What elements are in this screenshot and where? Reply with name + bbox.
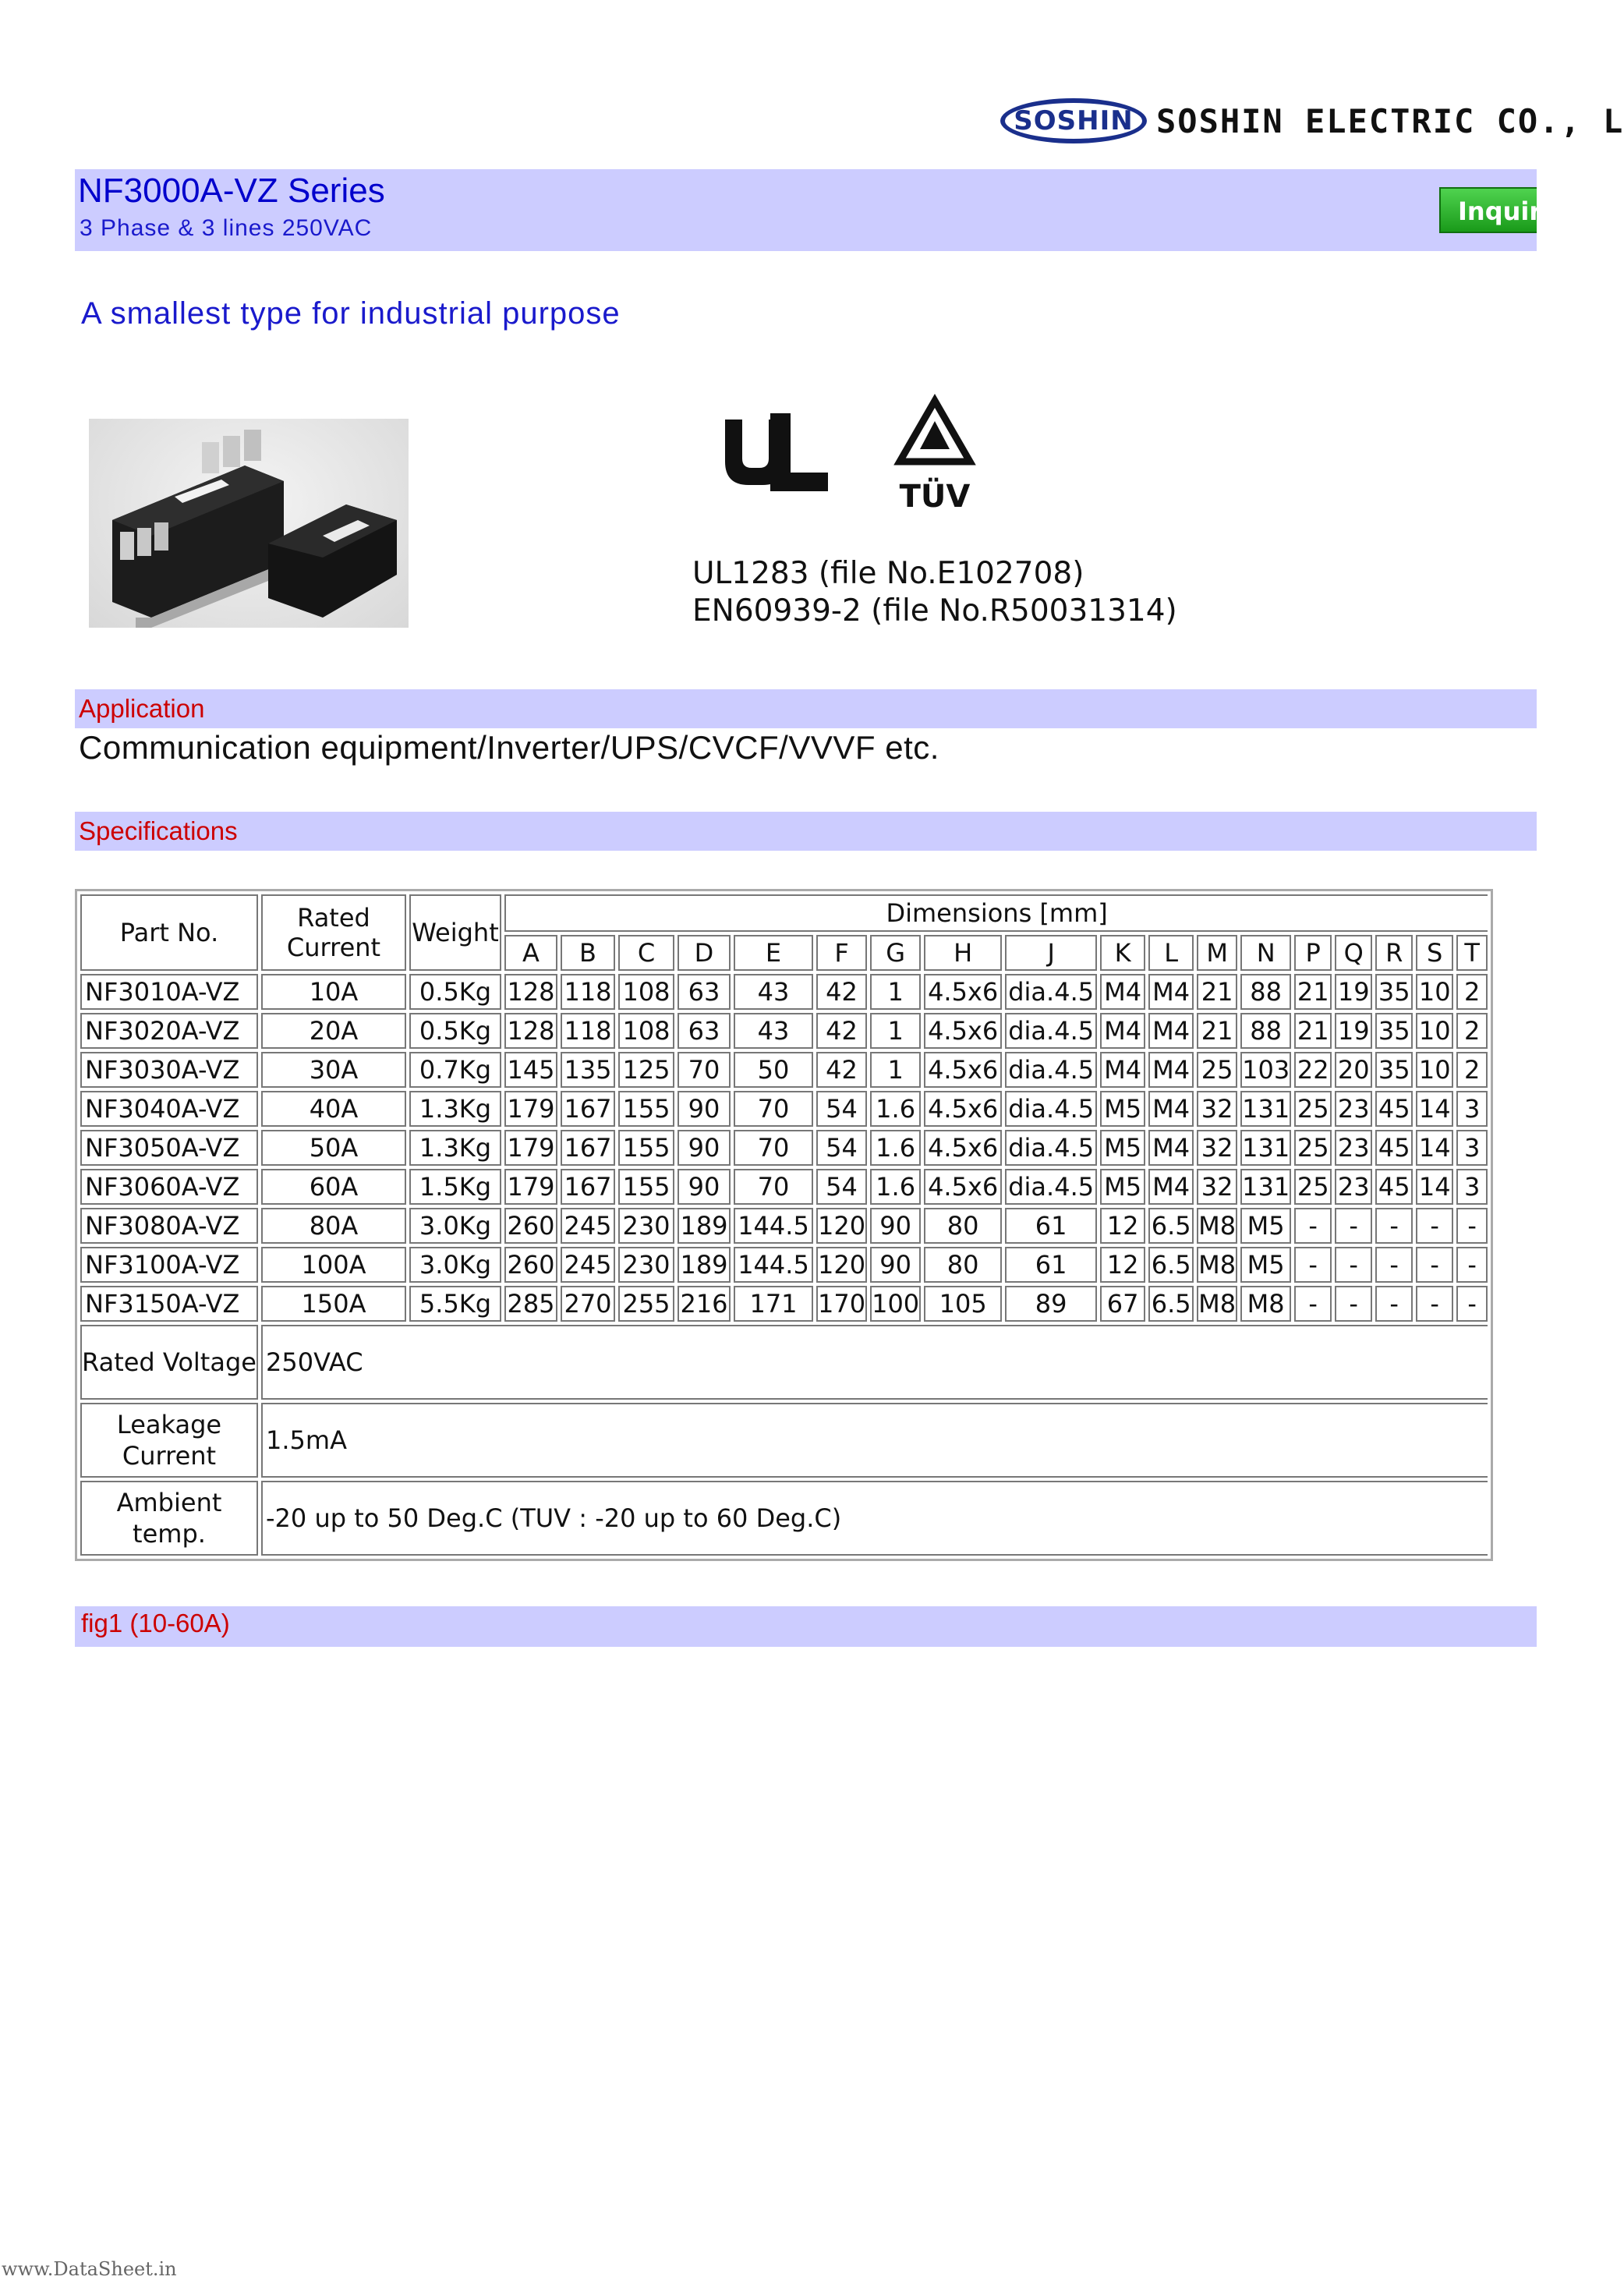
dimension-cell-s: -	[1416, 1208, 1453, 1244]
table-row	[80, 1286, 1488, 1322]
rated-current-cell: 60A	[261, 1169, 406, 1205]
certification-list	[692, 555, 1177, 630]
dim-col-header-e: E	[734, 935, 813, 971]
weight-cell: 1.3Kg	[409, 1130, 501, 1166]
dimension-cell-j: dia.4.5	[1005, 1091, 1097, 1127]
dimension-cell-b: 167	[561, 1130, 615, 1166]
dimension-cell-h: 80	[924, 1208, 1002, 1244]
dimension-cell-e: 43	[734, 974, 813, 1010]
dimension-cell-d: 90	[678, 1169, 731, 1205]
dimension-cell-d: 90	[678, 1091, 731, 1127]
dimension-cell-j: dia.4.5	[1005, 1169, 1097, 1205]
property-row	[80, 1325, 1488, 1400]
dimension-cell-s: 14	[1416, 1169, 1453, 1205]
table-row	[80, 1169, 1488, 1205]
dimension-cell-c: 155	[618, 1130, 674, 1166]
dimension-cell-m: 32	[1197, 1169, 1237, 1205]
dimension-cell-k: M5	[1100, 1169, 1145, 1205]
dimension-cell-b: 118	[561, 974, 615, 1010]
dimension-cell-d: 63	[678, 1013, 731, 1049]
rated-current-cell: 40A	[261, 1091, 406, 1127]
dimension-cell-p: -	[1294, 1286, 1332, 1322]
table-row	[80, 1052, 1488, 1088]
dimension-cell-t: 3	[1456, 1091, 1488, 1127]
company-name: SOSHIN ELECTRIC CO., L	[1156, 101, 1624, 140]
header-dimensions: Dimensions [mm]	[504, 894, 1488, 932]
logo-badge	[1000, 98, 1147, 143]
dim-col-header-m: M	[1197, 935, 1237, 971]
weight-cell: 1.3Kg	[409, 1091, 501, 1127]
property-value: -20 up to 50 Deg.C (TUV : -20 up to 60 Deg.C)	[261, 1481, 1488, 1556]
dimension-cell-e: 50	[734, 1052, 813, 1088]
dimension-cell-l: M4	[1148, 1130, 1194, 1166]
application-text: Communication equipment/Inverter/UPS/CVCF/VVVF etc.	[79, 729, 939, 766]
dimension-cell-m: M8	[1197, 1247, 1237, 1283]
dimension-cell-j: 61	[1005, 1208, 1097, 1244]
dimension-cell-l: M4	[1148, 1052, 1194, 1088]
weight-cell: 5.5Kg	[409, 1286, 501, 1322]
dimension-cell-h: 4.5x6	[924, 1013, 1002, 1049]
dimension-cell-f: 170	[816, 1286, 867, 1322]
property-row	[80, 1403, 1488, 1478]
dimension-cell-j: dia.4.5	[1005, 1052, 1097, 1088]
dim-col-header-p: P	[1294, 935, 1332, 971]
spec-table-body	[80, 894, 1488, 1556]
dimension-cell-s: 10	[1416, 1052, 1453, 1088]
cert-ul: UL1283 (file No.E102708)	[692, 556, 1084, 591]
dimension-cell-g: 1.6	[870, 1091, 921, 1127]
dimension-cell-h: 4.5x6	[924, 1169, 1002, 1205]
dim-col-header-f: F	[816, 935, 867, 971]
dimension-cell-f: 42	[816, 974, 867, 1010]
dimension-cell-s: 10	[1416, 974, 1453, 1010]
dimension-cell-a: 260	[504, 1208, 557, 1244]
dimension-cell-d: 70	[678, 1052, 731, 1088]
dimension-cell-g: 1	[870, 1052, 921, 1088]
dimension-cell-n: 131	[1240, 1130, 1291, 1166]
dimension-cell-e: 144.5	[734, 1208, 813, 1244]
part-number-cell: NF3010A-VZ	[80, 974, 258, 1010]
dimension-cell-c: 230	[618, 1247, 674, 1283]
product-photo	[89, 419, 409, 628]
dimension-cell-n: 103	[1240, 1052, 1291, 1088]
certification-marks	[719, 398, 984, 518]
dim-col-header-r: R	[1375, 935, 1413, 971]
specifications-banner	[75, 812, 1537, 851]
dim-col-header-l: L	[1148, 935, 1194, 971]
table-row	[80, 1091, 1488, 1127]
header-rated-current: Rated Current	[261, 894, 406, 971]
dimension-cell-p: 25	[1294, 1091, 1332, 1127]
dimension-cell-n: M5	[1240, 1247, 1291, 1283]
dimension-cell-e: 70	[734, 1169, 813, 1205]
header-row	[80, 894, 1488, 932]
specifications-table	[75, 889, 1493, 1561]
table-row	[80, 1208, 1488, 1244]
part-number-cell: NF3040A-VZ	[80, 1091, 258, 1127]
dimension-cell-p: 21	[1294, 1013, 1332, 1049]
part-number-cell: NF3080A-VZ	[80, 1208, 258, 1244]
dimension-cell-t: 2	[1456, 1013, 1488, 1049]
application-heading: Application	[79, 694, 205, 723]
dimension-cell-q: -	[1335, 1247, 1372, 1283]
dimension-cell-s: 14	[1416, 1130, 1453, 1166]
dimension-cell-a: 260	[504, 1247, 557, 1283]
part-number-cell: NF3150A-VZ	[80, 1286, 258, 1322]
dimension-cell-a: 128	[504, 1013, 557, 1049]
dimension-cell-q: 19	[1335, 1013, 1372, 1049]
dimension-cell-h: 105	[924, 1286, 1002, 1322]
dimension-cell-c: 230	[618, 1208, 674, 1244]
dim-col-header-c: C	[618, 935, 674, 971]
weight-cell: 0.5Kg	[409, 974, 501, 1010]
part-number-cell: NF3100A-VZ	[80, 1247, 258, 1283]
rated-current-cell: 30A	[261, 1052, 406, 1088]
dimension-cell-b: 245	[561, 1247, 615, 1283]
dimension-cell-t: -	[1456, 1286, 1488, 1322]
dimension-cell-q: 23	[1335, 1169, 1372, 1205]
dimension-cell-m: 21	[1197, 1013, 1237, 1049]
dim-col-header-d: D	[678, 935, 731, 971]
dimension-cell-f: 54	[816, 1130, 867, 1166]
dimension-cell-b: 118	[561, 1013, 615, 1049]
dimension-cell-c: 255	[618, 1286, 674, 1322]
dimension-cell-q: 23	[1335, 1130, 1372, 1166]
rated-current-cell: 50A	[261, 1130, 406, 1166]
weight-cell: 3.0Kg	[409, 1208, 501, 1244]
dimension-cell-d: 189	[678, 1247, 731, 1283]
ul-mark-icon	[725, 413, 828, 491]
dimension-cell-h: 4.5x6	[924, 1130, 1002, 1166]
dimension-cell-n: 131	[1240, 1169, 1291, 1205]
property-label: Ambient temp.	[80, 1481, 258, 1556]
dimension-cell-g: 1	[870, 974, 921, 1010]
dimension-cell-g: 1.6	[870, 1169, 921, 1205]
dim-col-header-n: N	[1240, 935, 1291, 971]
dimension-cell-g: 1.6	[870, 1130, 921, 1166]
dimension-cell-p: -	[1294, 1208, 1332, 1244]
dimension-cell-b: 167	[561, 1169, 615, 1205]
footer-watermark: www.DataSheet.in	[2, 2258, 177, 2280]
dimension-cell-f: 54	[816, 1169, 867, 1205]
dimension-cell-r: 45	[1375, 1169, 1413, 1205]
dimension-cell-p: 22	[1294, 1052, 1332, 1088]
page-subtitle: 3 Phase & 3 lines 250VAC	[80, 215, 373, 241]
property-value: 250VAC	[261, 1325, 1488, 1400]
dimension-cell-j: dia.4.5	[1005, 974, 1097, 1010]
dimension-cell-e: 144.5	[734, 1247, 813, 1283]
table-row	[80, 1013, 1488, 1049]
dimension-cell-g: 90	[870, 1247, 921, 1283]
dimension-cell-j: 61	[1005, 1247, 1097, 1283]
header-part-no: Part No.	[80, 894, 258, 971]
figure-label: fig1 (10-60A)	[81, 1609, 230, 1637]
dimension-cell-a: 179	[504, 1130, 557, 1166]
rated-current-cell: 10A	[261, 974, 406, 1010]
dimension-cell-n: 131	[1240, 1091, 1291, 1127]
dimension-cell-g: 1	[870, 1013, 921, 1049]
dimension-cell-t: 2	[1456, 1052, 1488, 1088]
noise-filter-product-illustration	[89, 419, 409, 628]
dimension-cell-a: 145	[504, 1052, 557, 1088]
dimension-cell-a: 128	[504, 974, 557, 1010]
dimension-cell-s: 10	[1416, 1013, 1453, 1049]
dimension-cell-k: M5	[1100, 1091, 1145, 1127]
dimension-cell-l: 6.5	[1148, 1208, 1194, 1244]
dim-col-header-k: K	[1100, 935, 1145, 971]
dimension-cell-f: 54	[816, 1091, 867, 1127]
dimension-cell-p: 25	[1294, 1169, 1332, 1205]
inquiry-button-label: Inquiry	[1458, 196, 1558, 226]
dimension-cell-b: 245	[561, 1208, 615, 1244]
dim-col-header-q: Q	[1335, 935, 1372, 971]
dimension-cell-l: M4	[1148, 1013, 1194, 1049]
dimension-cell-a: 179	[504, 1169, 557, 1205]
dimension-cell-d: 63	[678, 974, 731, 1010]
dimension-cell-a: 179	[504, 1091, 557, 1127]
dimension-cell-q: 20	[1335, 1052, 1372, 1088]
dimension-cell-f: 120	[816, 1208, 867, 1244]
property-label: Rated Voltage	[80, 1325, 258, 1400]
dimension-cell-t: 3	[1456, 1130, 1488, 1166]
dimension-cell-j: dia.4.5	[1005, 1013, 1097, 1049]
specifications-heading: Specifications	[79, 816, 238, 845]
dimension-cell-c: 125	[618, 1052, 674, 1088]
tuv-mark-icon	[900, 401, 971, 515]
part-number-cell: NF3060A-VZ	[80, 1169, 258, 1205]
rated-current-cell: 20A	[261, 1013, 406, 1049]
dimension-cell-l: M4	[1148, 974, 1194, 1010]
dimension-cell-n: 88	[1240, 1013, 1291, 1049]
dim-col-header-s: S	[1416, 935, 1453, 971]
dimension-cell-q: 19	[1335, 974, 1372, 1010]
application-banner	[75, 689, 1537, 728]
dimension-cell-f: 42	[816, 1052, 867, 1088]
dimension-cell-s: -	[1416, 1286, 1453, 1322]
dimension-cell-d: 216	[678, 1286, 731, 1322]
dimension-cell-q: 23	[1335, 1091, 1372, 1127]
rated-current-cell: 150A	[261, 1286, 406, 1322]
dimension-cell-b: 167	[561, 1091, 615, 1127]
dimension-cell-m: M8	[1197, 1286, 1237, 1322]
dimension-cell-l: 6.5	[1148, 1247, 1194, 1283]
inquiry-button[interactable]	[1439, 187, 1558, 233]
figure-banner	[75, 1606, 1537, 1647]
dimension-cell-r: 35	[1375, 1052, 1413, 1088]
dimension-cell-b: 135	[561, 1052, 615, 1088]
dimension-cell-r: 45	[1375, 1091, 1413, 1127]
dimension-cell-q: -	[1335, 1208, 1372, 1244]
property-label: Leakage Current	[80, 1403, 258, 1478]
dimension-cell-j: 89	[1005, 1286, 1097, 1322]
weight-cell: 3.0Kg	[409, 1247, 501, 1283]
part-number-cell: NF3050A-VZ	[80, 1130, 258, 1166]
dimension-cell-m: 32	[1197, 1091, 1237, 1127]
dim-col-header-h: H	[924, 935, 1002, 971]
part-number-cell: NF3030A-VZ	[80, 1052, 258, 1088]
table-row	[80, 1247, 1488, 1283]
weight-cell: 0.7Kg	[409, 1052, 501, 1088]
dimension-cell-r: 35	[1375, 974, 1413, 1010]
dimension-cell-g: 100	[870, 1286, 921, 1322]
header-weight: Weight	[409, 894, 501, 971]
tagline: A smallest type for industrial purpose	[81, 296, 621, 331]
dimension-cell-e: 171	[734, 1286, 813, 1322]
dim-col-header-t: T	[1456, 935, 1488, 971]
dimension-cell-m: M8	[1197, 1208, 1237, 1244]
dimension-cell-k: M4	[1100, 1052, 1145, 1088]
dimension-cell-k: 67	[1100, 1286, 1145, 1322]
dimension-cell-r: -	[1375, 1208, 1413, 1244]
property-value: 1.5mA	[261, 1403, 1488, 1478]
dimension-cell-k: 12	[1100, 1247, 1145, 1283]
dimension-cell-s: -	[1416, 1247, 1453, 1283]
dimension-cell-h: 4.5x6	[924, 1052, 1002, 1088]
dim-col-header-g: G	[870, 935, 921, 971]
dimension-cell-k: M4	[1100, 1013, 1145, 1049]
dimension-cell-k: M4	[1100, 974, 1145, 1010]
part-number-cell: NF3020A-VZ	[80, 1013, 258, 1049]
dimension-cell-f: 120	[816, 1247, 867, 1283]
property-row	[80, 1481, 1488, 1556]
dimension-cell-c: 108	[618, 974, 674, 1010]
dimension-cell-n: M5	[1240, 1208, 1291, 1244]
spec-table-wrapper	[75, 889, 1537, 1602]
dimension-cell-r: 45	[1375, 1130, 1413, 1166]
dimension-cell-p: -	[1294, 1247, 1332, 1283]
tuv-mark-text: TÜV	[899, 479, 971, 515]
table-row	[80, 1130, 1488, 1166]
logo-badge-text: SOSHIN	[1014, 105, 1134, 136]
table-row	[80, 974, 1488, 1010]
dimension-cell-s: 14	[1416, 1091, 1453, 1127]
dimension-cell-e: 70	[734, 1091, 813, 1127]
dimension-cell-t: 2	[1456, 974, 1488, 1010]
dimension-cell-h: 4.5x6	[924, 974, 1002, 1010]
dimension-cell-c: 155	[618, 1091, 674, 1127]
dimension-cell-c: 108	[618, 1013, 674, 1049]
dimension-cell-r: -	[1375, 1247, 1413, 1283]
company-logo	[1000, 95, 1624, 147]
dimension-cell-m: 32	[1197, 1130, 1237, 1166]
dimension-cell-m: 21	[1197, 974, 1237, 1010]
dimension-cell-e: 43	[734, 1013, 813, 1049]
dimension-cell-g: 90	[870, 1208, 921, 1244]
rated-current-cell: 80A	[261, 1208, 406, 1244]
cert-en: EN60939-2 (file No.R50031314)	[692, 593, 1177, 628]
page-title: NF3000A-VZ Series	[78, 172, 385, 210]
dim-col-header-b: B	[561, 935, 615, 971]
dimension-cell-t: -	[1456, 1247, 1488, 1283]
dimension-cell-k: M5	[1100, 1130, 1145, 1166]
dim-col-header-a: A	[504, 935, 557, 971]
dimension-cell-h: 4.5x6	[924, 1091, 1002, 1127]
dimension-cell-e: 70	[734, 1130, 813, 1166]
dimension-cell-q: -	[1335, 1286, 1372, 1322]
dimension-cell-k: 12	[1100, 1208, 1145, 1244]
dimension-cell-l: M4	[1148, 1169, 1194, 1205]
dimension-cell-j: dia.4.5	[1005, 1130, 1097, 1166]
dimension-cell-d: 90	[678, 1130, 731, 1166]
weight-cell: 0.5Kg	[409, 1013, 501, 1049]
dimension-cell-a: 285	[504, 1286, 557, 1322]
dimension-cell-b: 270	[561, 1286, 615, 1322]
dim-col-header-j: J	[1005, 935, 1097, 971]
rated-current-cell: 100A	[261, 1247, 406, 1283]
weight-cell: 1.5Kg	[409, 1169, 501, 1205]
dimension-cell-c: 155	[618, 1169, 674, 1205]
dimension-cell-l: M4	[1148, 1091, 1194, 1127]
dimension-cell-d: 189	[678, 1208, 731, 1244]
dimension-cell-n: 88	[1240, 974, 1291, 1010]
dimension-cell-p: 21	[1294, 974, 1332, 1010]
dimension-cell-m: 25	[1197, 1052, 1237, 1088]
dimension-cell-t: -	[1456, 1208, 1488, 1244]
dimension-cell-n: M8	[1240, 1286, 1291, 1322]
dimension-cell-r: 35	[1375, 1013, 1413, 1049]
dimension-cell-p: 25	[1294, 1130, 1332, 1166]
dimension-cell-l: 6.5	[1148, 1286, 1194, 1322]
dimension-cell-f: 42	[816, 1013, 867, 1049]
dimension-cell-h: 80	[924, 1247, 1002, 1283]
dimension-cell-r: -	[1375, 1286, 1413, 1322]
dimension-cell-t: 3	[1456, 1169, 1488, 1205]
